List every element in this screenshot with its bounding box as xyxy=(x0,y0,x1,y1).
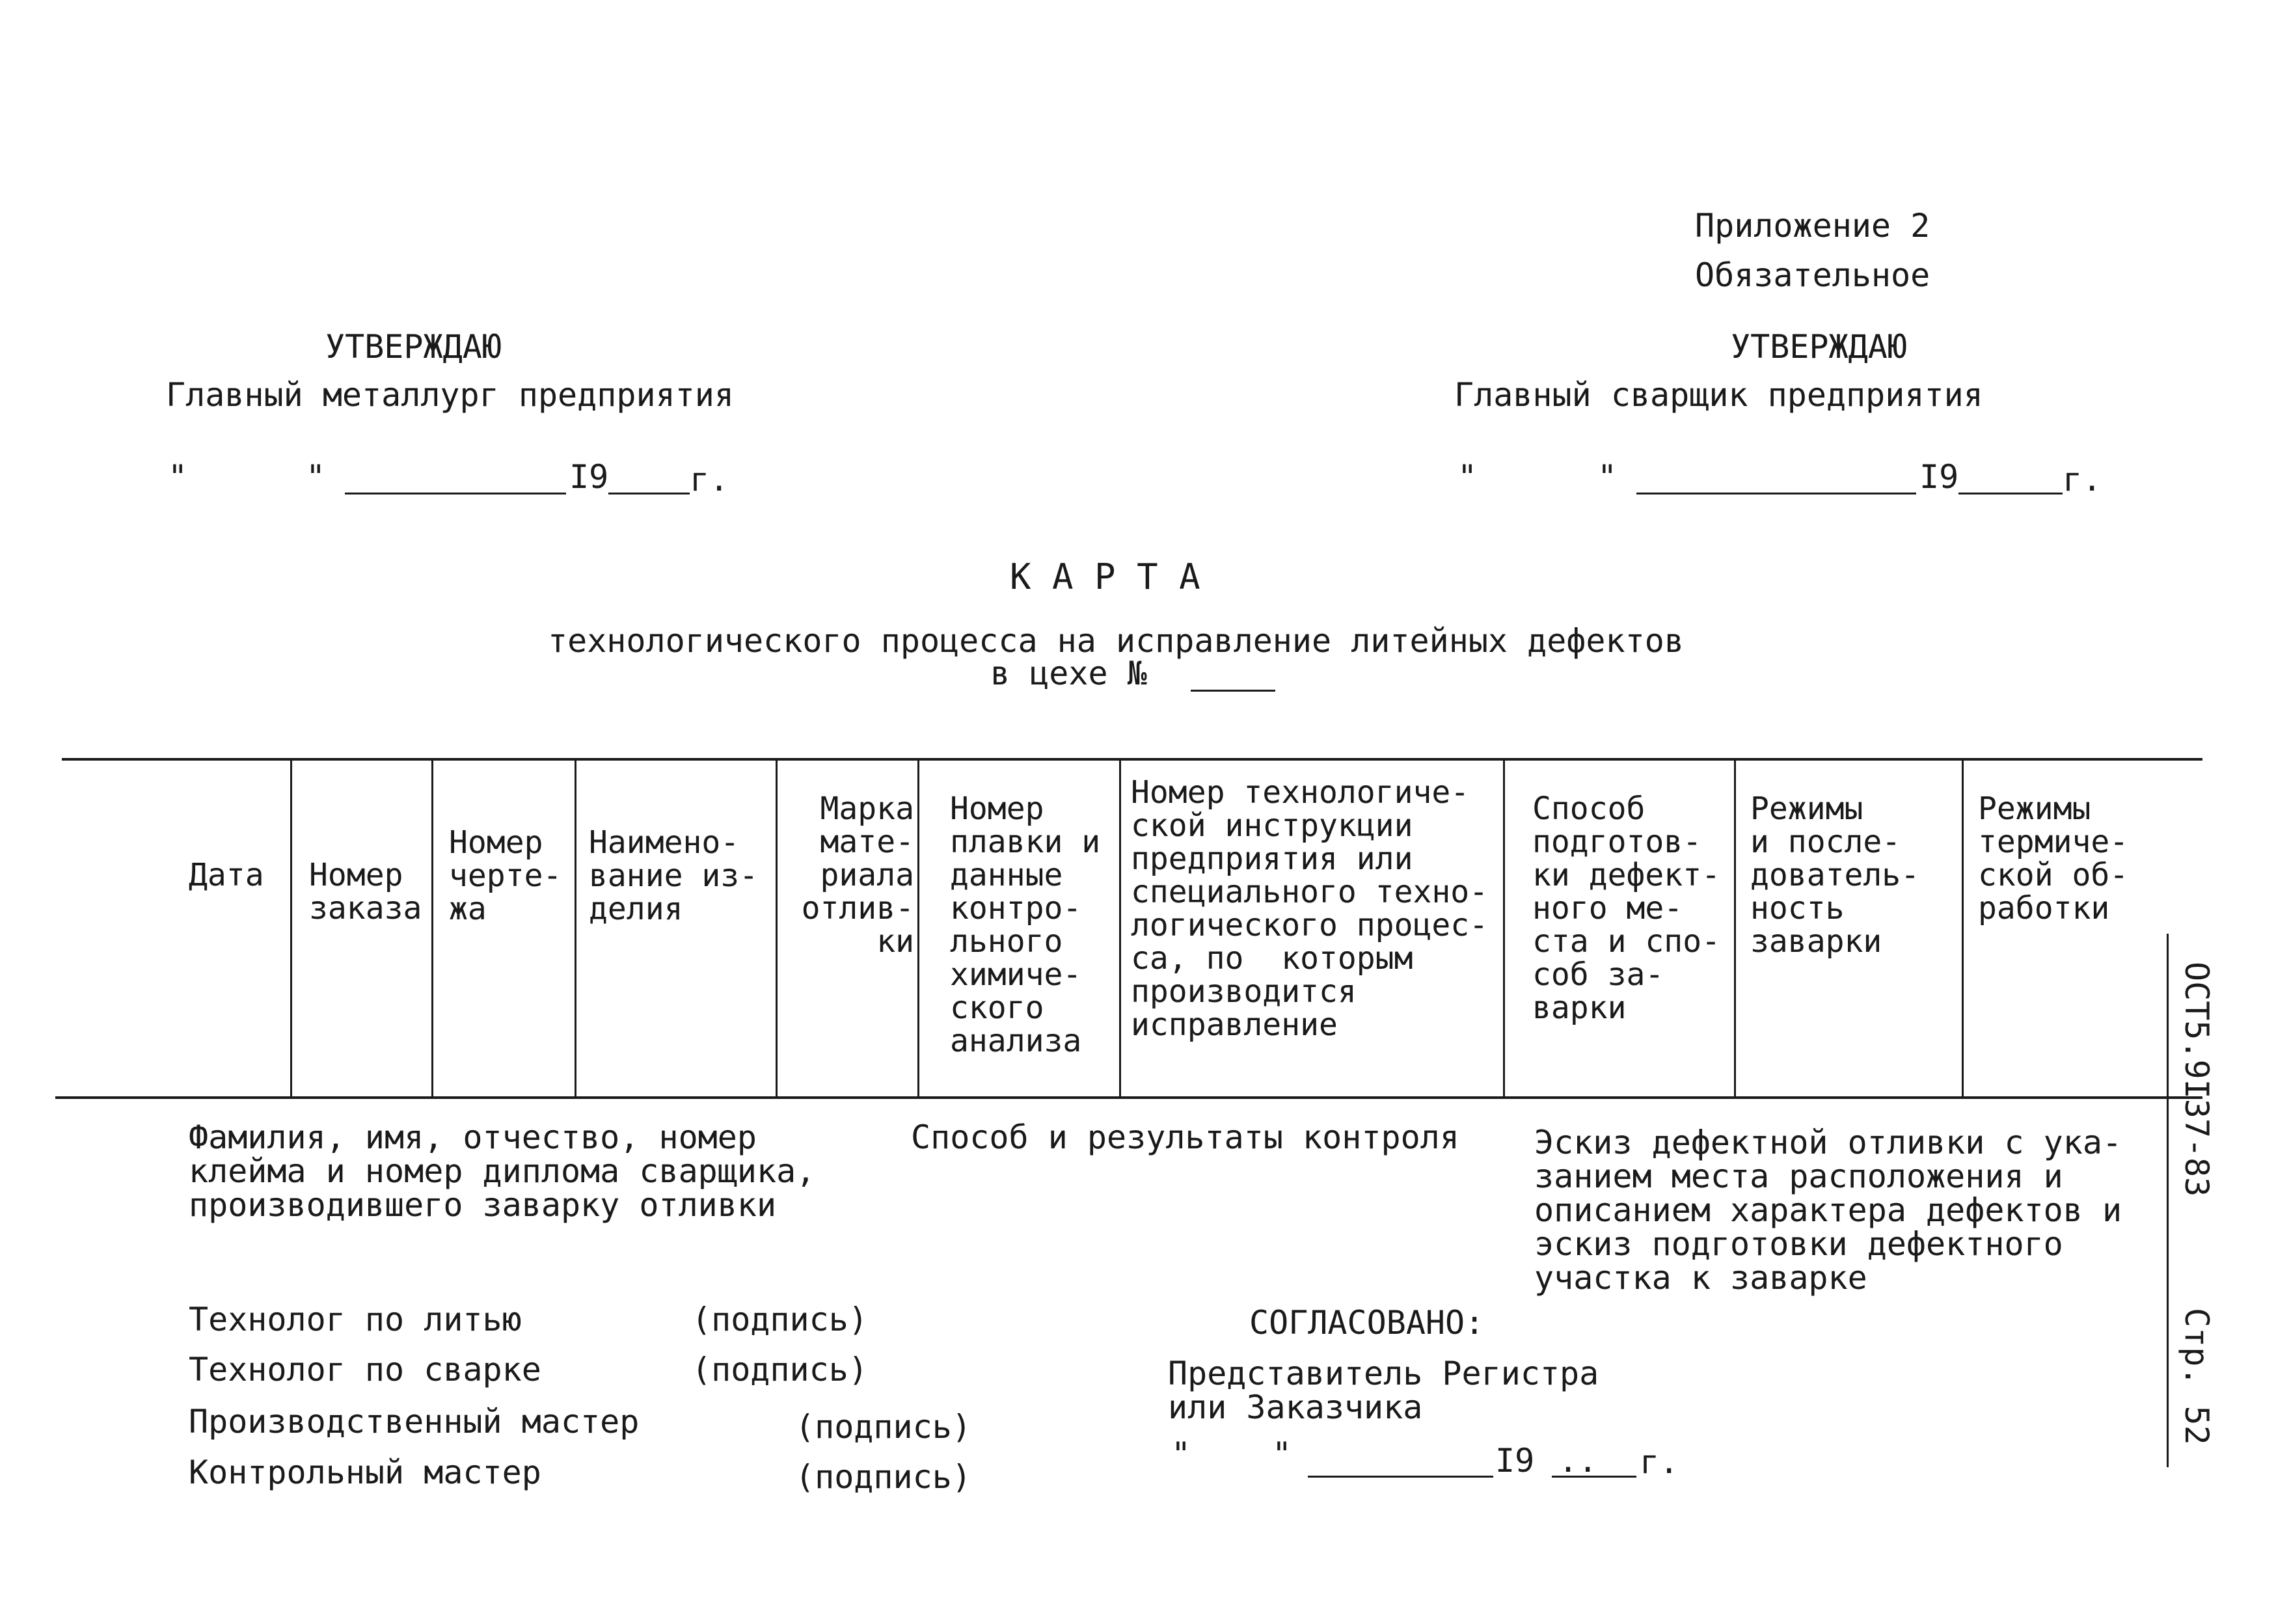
appendix-status: Обязательное xyxy=(1695,256,1930,294)
header-melt-number: Номер плавки и данные контро- льного химиче- ского анализа xyxy=(950,791,1101,1059)
agreed-year: I9 xyxy=(1495,1442,1535,1480)
approve-left-quote-open: " xyxy=(168,458,188,496)
table-divider-2 xyxy=(431,759,433,1098)
approve-left-year-blank xyxy=(608,493,690,494)
approve-right-g: г. xyxy=(2063,461,2102,498)
approve-right-quote-open: " xyxy=(1457,458,1478,496)
table-bottom-rule xyxy=(55,1096,2202,1099)
header-item-name: Наимено- вание из- делия xyxy=(589,824,759,927)
signature-sign-production: (подпись) xyxy=(795,1408,971,1446)
defect-sketch-label: Эскиз дефектной отливки с ука- занием места расположения и описанием характера дефектов и эскиз подготовки дефектного участка к заварке xyxy=(1534,1124,2122,1297)
signature-role-welding: Технолог по сварке xyxy=(189,1351,541,1388)
table-divider-1 xyxy=(290,759,292,1098)
table-divider-5 xyxy=(917,759,919,1098)
signature-role-production: Производственный мастер xyxy=(189,1403,640,1441)
side-stamp-page: Стр. 52 xyxy=(2178,1308,2215,1445)
table-divider-8 xyxy=(1734,759,1736,1098)
side-stamp-rule xyxy=(2167,934,2169,1467)
header-material-grade: Марка мате- риала отлив- ки xyxy=(801,791,914,960)
doc-shop: в цехе № xyxy=(990,655,1147,692)
approve-right-position: Главный сварщик предприятия xyxy=(1454,376,1983,414)
header-date: Дата xyxy=(189,857,264,893)
header-preparation-method: Способ подготов- ки дефект- ного ме- ста и спо- соб за- варки xyxy=(1532,791,1720,1026)
approve-right-title: УТВЕРЖДАЮ xyxy=(1731,328,1907,366)
agreed-representative: Представитель Регистра или Заказчика xyxy=(1168,1355,1599,1426)
header-order-number: Номер заказа xyxy=(309,857,422,927)
agreed-year-blank xyxy=(1552,1476,1636,1478)
agreed-year-dots: .. xyxy=(1558,1442,1598,1480)
approve-left-year: I9 xyxy=(569,458,609,496)
doc-title: К А Р Т А xyxy=(1010,556,1200,597)
signature-sign-control: (подпись) xyxy=(795,1458,971,1496)
header-heat-treatment: Режимы термиче- ской об- работки xyxy=(1978,791,2129,927)
approve-right-year: I9 xyxy=(1919,458,1959,496)
table-divider-9 xyxy=(1962,759,1964,1098)
approve-right-quote-close: " xyxy=(1597,458,1618,496)
approve-right-year-blank xyxy=(1958,493,2063,494)
side-stamp-code: ОСТ5.9I37-83 xyxy=(2178,962,2215,1197)
agreed-quote-open: " xyxy=(1171,1435,1191,1473)
control-method-label: Способ и результаты контроля xyxy=(911,1118,1459,1156)
signature-sign-welding: (подпись) xyxy=(692,1351,868,1388)
table-top-rule xyxy=(62,758,2202,761)
table-divider-7 xyxy=(1503,759,1505,1098)
signature-role-casting: Технолог по литью xyxy=(189,1301,522,1338)
agreed-title: СОГЛАСОВАНО: xyxy=(1249,1304,1485,1342)
welder-info-label: Фамилия, имя, отчество, номер клейма и номер диплома сварщика, производившего заварку отливки xyxy=(189,1118,816,1224)
doc-subtitle: технологического процесса на исправление литейных дефектов xyxy=(548,622,1684,660)
table-divider-6 xyxy=(1119,759,1121,1098)
agreed-quote-close: " xyxy=(1272,1435,1292,1473)
appendix-number: Приложение 2 xyxy=(1695,207,1930,245)
agreed-g: г. xyxy=(1640,1443,1679,1481)
header-instruction-number: Номер технологиче- ской инструкции предприятия или специального техно- логического процес- са, по которым производится исправление xyxy=(1131,774,1489,1043)
signature-sign-casting: (подпись) xyxy=(692,1301,868,1338)
shop-number-blank xyxy=(1191,690,1275,692)
approve-left-g: г. xyxy=(690,461,729,498)
agreed-date-blank xyxy=(1308,1476,1493,1478)
approve-left-title: УТВЕРЖДАЮ xyxy=(325,328,502,366)
approve-right-date-blank xyxy=(1636,493,1916,494)
header-drawing-number: Номер черте- жа xyxy=(449,824,562,927)
table-divider-3 xyxy=(575,759,576,1098)
header-welding-modes: Режимы и после- дователь- ность заварки xyxy=(1750,791,1920,960)
signature-role-control: Контрольный мастер xyxy=(189,1454,541,1491)
approve-left-quote-close: " xyxy=(306,458,326,496)
approve-left-position: Главный металлург предприятия xyxy=(166,376,734,414)
approve-left-date-blank xyxy=(345,493,566,494)
